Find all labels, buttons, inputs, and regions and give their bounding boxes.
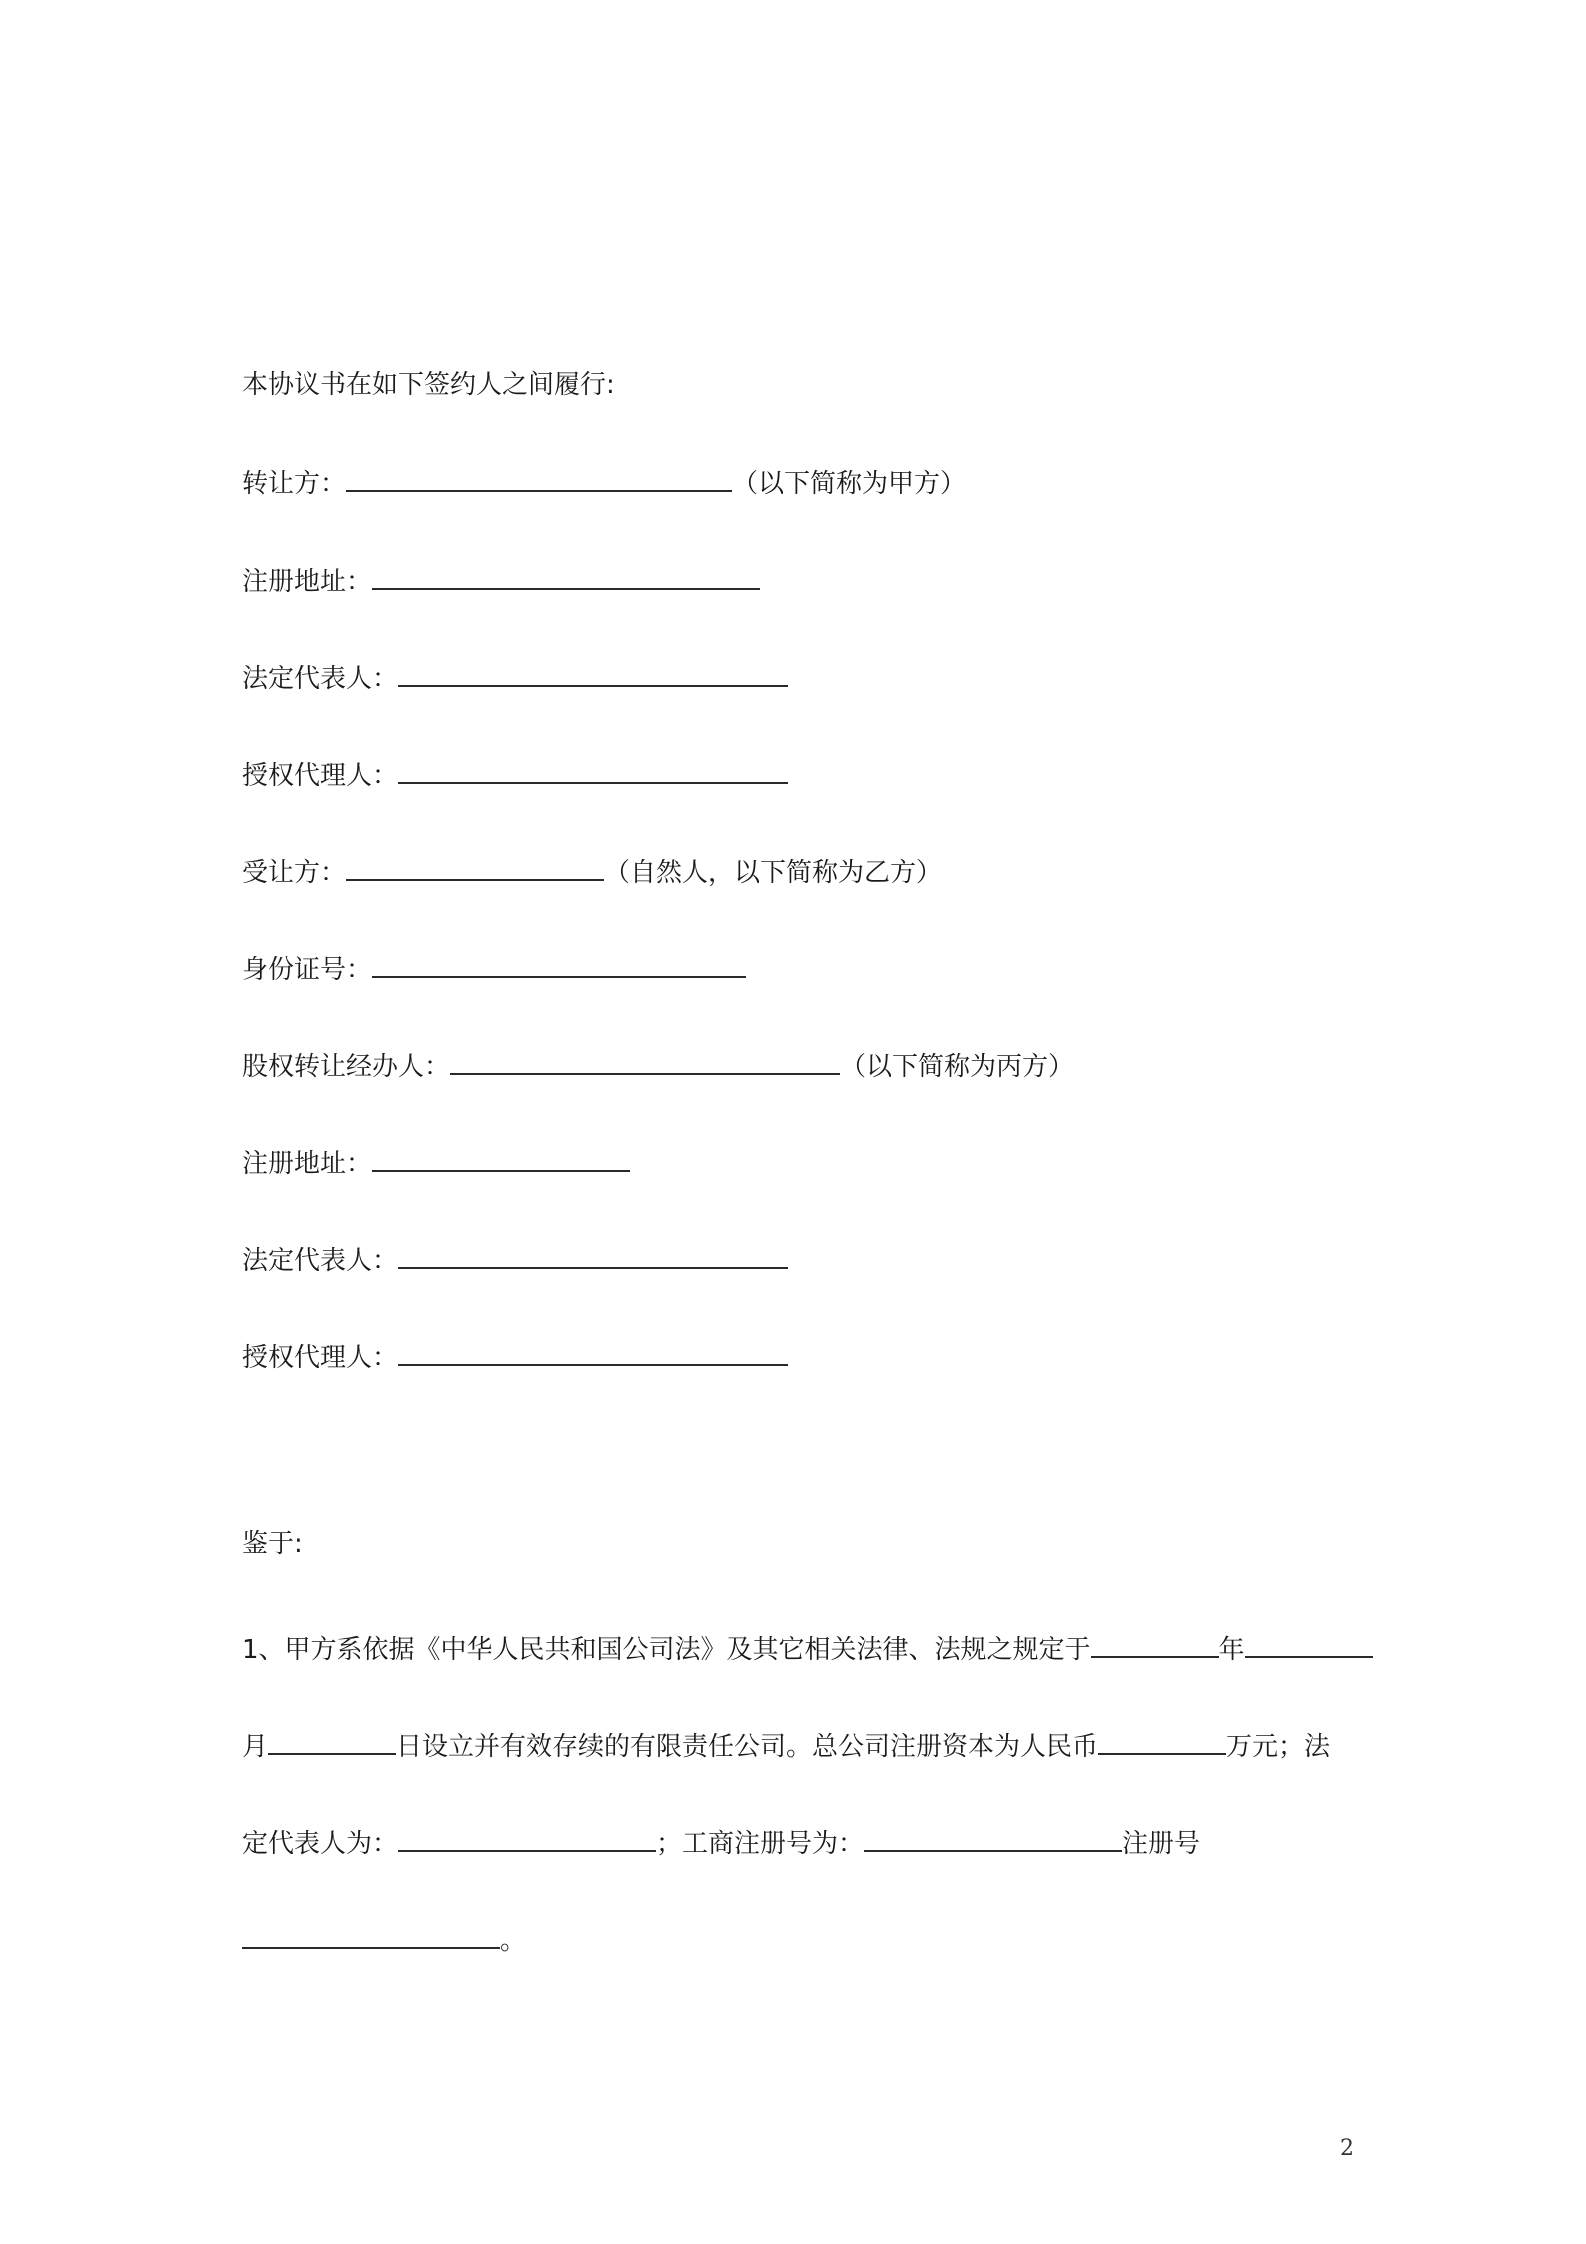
clause1-line1 bbox=[242, 1630, 1373, 1667]
wan-yuan-label: 万元；法 bbox=[1226, 1732, 1331, 1762]
reg-no-field[interactable] bbox=[242, 1921, 500, 1949]
month-value-field[interactable] bbox=[1245, 1630, 1373, 1658]
party-c-legal-rep-field[interactable] bbox=[398, 1241, 788, 1269]
id-number-label: 身份证号： bbox=[242, 955, 373, 985]
transferor-row bbox=[242, 464, 966, 501]
transferee-label: 受让方： bbox=[242, 858, 347, 888]
intro-text: 本协议书在如下签约人之间履行: bbox=[242, 370, 615, 400]
reg-no-label: 注册号 bbox=[1122, 1829, 1201, 1859]
handler-suffix: （以下简称为丙方） bbox=[840, 1052, 1075, 1082]
party-a-address-label: 注册地址： bbox=[242, 567, 373, 597]
party-c-legal-rep-label: 法定代表人： bbox=[242, 1246, 399, 1276]
registered-capital-field[interactable] bbox=[1098, 1727, 1226, 1755]
party-c-agent-field[interactable] bbox=[398, 1338, 788, 1366]
id-number-field[interactable] bbox=[372, 950, 746, 978]
handler-row bbox=[242, 1047, 1074, 1084]
biz-reg-label: ；工商注册号为： bbox=[656, 1829, 865, 1859]
party-c-address-row bbox=[242, 1144, 630, 1181]
clause-legal-rep-field[interactable] bbox=[398, 1824, 656, 1852]
transferee-suffix: （自然人，以下简称为乙方） bbox=[604, 858, 943, 888]
party-a-legal-rep-row bbox=[242, 659, 788, 696]
clause1-line2-text: 日设立并有效存续的有限责任公司。总公司注册资本为人民币 bbox=[396, 1732, 1099, 1762]
day-field[interactable] bbox=[268, 1727, 396, 1755]
page-number: 2 bbox=[1340, 2136, 1354, 2161]
biz-reg-field[interactable] bbox=[864, 1824, 1122, 1852]
party-a-legal-rep-label: 法定代表人： bbox=[242, 664, 399, 694]
year-field[interactable] bbox=[1091, 1630, 1219, 1658]
clause1-line4 bbox=[242, 1921, 526, 1958]
transferee-field[interactable] bbox=[346, 853, 604, 881]
party-a-address-field[interactable] bbox=[372, 562, 760, 590]
handler-label: 股权转让经办人： bbox=[242, 1052, 451, 1082]
party-a-agent-row bbox=[242, 756, 788, 793]
party-c-address-label: 注册地址： bbox=[242, 1149, 373, 1179]
whereas-heading: 鉴于: bbox=[242, 1529, 303, 1559]
transferee-row bbox=[242, 853, 942, 890]
party-c-legal-rep-row bbox=[242, 1241, 788, 1278]
legal-rep-text: 定代表人为： bbox=[242, 1829, 399, 1859]
month-label: 月 bbox=[242, 1732, 269, 1762]
party-a-address-row bbox=[242, 562, 760, 599]
party-a-legal-rep-field[interactable] bbox=[398, 659, 788, 687]
transferor-label: 转让方： bbox=[242, 469, 347, 499]
id-number-row bbox=[242, 950, 746, 987]
clause1-end: 。 bbox=[500, 1926, 527, 1956]
year-label: 年 bbox=[1218, 1635, 1245, 1665]
party-c-address-field[interactable] bbox=[372, 1144, 630, 1172]
transferor-suffix: （以下简称为甲方） bbox=[732, 469, 967, 499]
party-c-agent-label: 授权代理人： bbox=[242, 1343, 399, 1373]
transferor-field[interactable] bbox=[346, 464, 732, 492]
party-a-agent-field[interactable] bbox=[398, 756, 788, 784]
clause1-line3 bbox=[242, 1824, 1200, 1861]
handler-field[interactable] bbox=[450, 1047, 840, 1075]
party-c-agent-row bbox=[242, 1338, 788, 1375]
party-a-agent-label: 授权代理人： bbox=[242, 761, 399, 791]
clause1-line1-text: 1、甲方系依据《中华人民共和国公司法》及其它相关法律、法规之规定于 bbox=[242, 1635, 1091, 1665]
clause1-line2 bbox=[242, 1727, 1330, 1764]
